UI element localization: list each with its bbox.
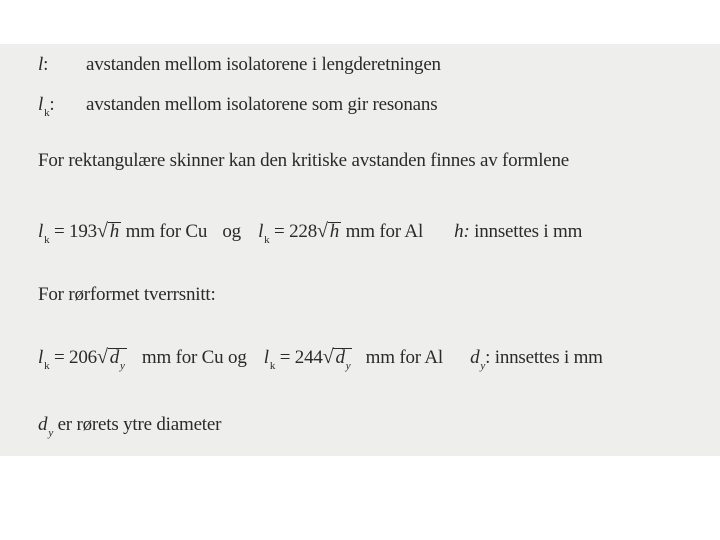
equals: = [274, 221, 285, 242]
equals: = [279, 347, 291, 368]
subscript-k: k [44, 360, 50, 372]
sqrt [96, 346, 127, 372]
joiner-og: og [228, 347, 247, 368]
symbol-l: l [38, 54, 44, 75]
radical-sign: √ [96, 346, 108, 368]
coefficient: 206 [69, 347, 97, 368]
footer-text: er rørets ytre diameter [57, 414, 222, 435]
subscript-k: k [269, 360, 276, 372]
definition-lk-text: avstanden mellom isolatorene som gir resonans [86, 94, 438, 115]
var-d: d [109, 347, 120, 368]
coefficient: 193 [69, 221, 97, 242]
radical-sign: √ [317, 220, 328, 242]
note-var-h: h: [454, 221, 470, 242]
radicand-h: h [329, 221, 340, 242]
colon: : [49, 94, 55, 115]
formula-al [258, 220, 428, 246]
rect-formula-line [38, 220, 583, 246]
subscript-k: k [264, 234, 270, 246]
subscript-k: k [44, 107, 50, 119]
symbol-l: l [263, 347, 269, 368]
subscript-y: y [345, 360, 351, 372]
colon: : [43, 54, 49, 75]
subscript-y: y [120, 360, 125, 372]
subscript-y: y [480, 360, 486, 372]
symbol-l: l [38, 347, 44, 368]
var-d: d [38, 414, 48, 435]
formula-cu [38, 346, 228, 372]
tube-heading: For rørformet tverrsnitt: [38, 284, 216, 305]
unit-cu: mm for Cu [125, 221, 208, 242]
symbol-l: l [38, 221, 44, 242]
symbol-l: l [38, 94, 44, 115]
sqrt [317, 220, 341, 243]
note-var-d: d [470, 347, 480, 368]
note-text: : innsettes i mm [485, 347, 603, 368]
joiner-og: og [222, 221, 241, 242]
definition-l-text: avstanden mellom isolatorene i lengderetningen [86, 54, 441, 75]
formula-cu [38, 220, 212, 246]
subscript-y: y [48, 427, 53, 439]
note-text: innsettes i mm [474, 221, 583, 242]
definition-lk [38, 94, 438, 119]
subscript-k: k [44, 234, 50, 246]
radicand-h: h [109, 221, 120, 242]
radicand-dy [333, 347, 352, 372]
symbol-l: l [258, 221, 264, 242]
equals: = [53, 221, 65, 242]
definition-l [38, 54, 441, 76]
footer-line [38, 414, 222, 439]
unit-cu: mm for Cu [141, 347, 224, 368]
sqrt [322, 346, 353, 372]
equals: = [53, 347, 65, 368]
unit-al: mm for Al [345, 221, 424, 242]
sqrt [97, 220, 121, 243]
coefficient: 228 [289, 221, 318, 242]
unit-al: mm for Al [365, 347, 443, 368]
formula-al [263, 346, 448, 372]
var-d: d [335, 347, 345, 368]
rect-heading: For rektangulære skinner kan den kritiske avstanden finnes av formlene [38, 150, 570, 171]
radicand-dy [108, 347, 127, 372]
radical-sign: √ [96, 220, 108, 242]
coefficient: 244 [294, 347, 323, 368]
radical-sign: √ [322, 346, 334, 368]
tube-formula-line [38, 346, 603, 372]
scanned-page [0, 44, 720, 456]
